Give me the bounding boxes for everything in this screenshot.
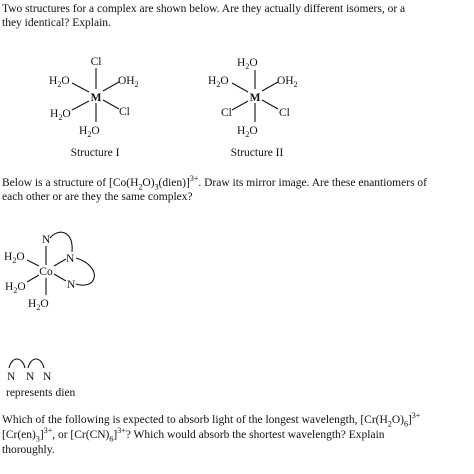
cobalt-lower-left-ligand: $H_2O$ — [5, 281, 26, 295]
structure-2-bottom-ligand: $H_2O$ — [237, 125, 258, 139]
cobalt-top-ligand: N — [41, 234, 51, 246]
question-3-line-1: Which of the following is expected to absorb light of the longest wavelength, $[Cr(H_2O)_6]^{3+}$ — [2, 411, 421, 429]
structure-1-top-ligand: Cl — [90, 56, 102, 68]
structure-2-diagram — [208, 57, 298, 139]
dien-nitrogen-3: N — [43, 371, 52, 383]
cobalt-upper-left-ligand: $H_2O$ — [4, 251, 25, 265]
question-2-line-2: each other or are they the same complex? — [2, 191, 193, 203]
structure-2-caption: Structure II — [230, 147, 284, 159]
structure-1-lower-left-ligand: $H_2O$ — [50, 108, 71, 122]
cobalt-bottom-ligand: $H_2O$ — [28, 298, 49, 312]
structure-1-upper-right-ligand: $OH_2$ — [118, 75, 139, 89]
question-3-line-3: thoroughly. — [2, 444, 55, 456]
formula-cr-cn6: $[Cr(CN)_6]^{3+}$ — [70, 426, 126, 444]
question-1-line-2: they identical? Explain. — [2, 17, 111, 29]
cobalt-complex-diagram — [4, 232, 94, 312]
cobalt-complex-formula: $[Co(H_2O)_3(dien)]^{3+}$ — [109, 174, 199, 192]
structure-2-lower-left-ligand: Cl — [221, 107, 232, 119]
structure-1-diagram — [49, 56, 139, 139]
structure-2-metal: M — [249, 92, 261, 104]
structure-1-bottom-ligand: $H_2O$ — [79, 125, 100, 139]
cobalt-center: Co — [39, 266, 53, 278]
formula-cr-h2o6: $[Cr(H_2O)_6]^{3+}$ — [360, 411, 421, 429]
structure-1-metal: M — [90, 92, 102, 104]
structure-2-top-ligand: $H_2O$ — [237, 57, 258, 71]
dien-symbol — [7, 359, 52, 383]
formula-cr-en3: $[Cr(en)_3]^{3+}$ — [2, 426, 53, 444]
dien-caption: represents dien — [6, 387, 76, 399]
dien-nitrogen-1: N — [7, 371, 16, 383]
cobalt-upper-right-ligand: N — [66, 253, 75, 265]
question-1-line-1: Two structures for a complex are shown below. Are they actually different isomers, or a — [2, 3, 406, 15]
question-2-line-1: Below is a structure of $[Co(H_2O)_3(dien)]^{3+}$. Draw its mirror image. Are these enantiomers of — [2, 174, 427, 192]
question-3-line-2: $[Cr(en)_3]^{3+}$, or $[Cr(CN)_6]^{3+}$? Which would absorb the shortest wavelength? Explain — [2, 426, 385, 444]
structure-1-upper-left-ligand: $H_2O$ — [49, 75, 70, 89]
structure-1-lower-right-ligand: Cl — [119, 106, 130, 118]
cobalt-lower-right-ligand: N — [67, 279, 76, 291]
structure-2-upper-right-ligand: $OH_2$ — [277, 75, 298, 89]
structure-2-lower-right-ligand: Cl — [279, 107, 290, 119]
structure-2-upper-left-ligand: $H_2O$ — [208, 75, 229, 89]
dien-nitrogen-2: N — [26, 371, 35, 383]
structure-1-caption: Structure I — [70, 147, 120, 159]
